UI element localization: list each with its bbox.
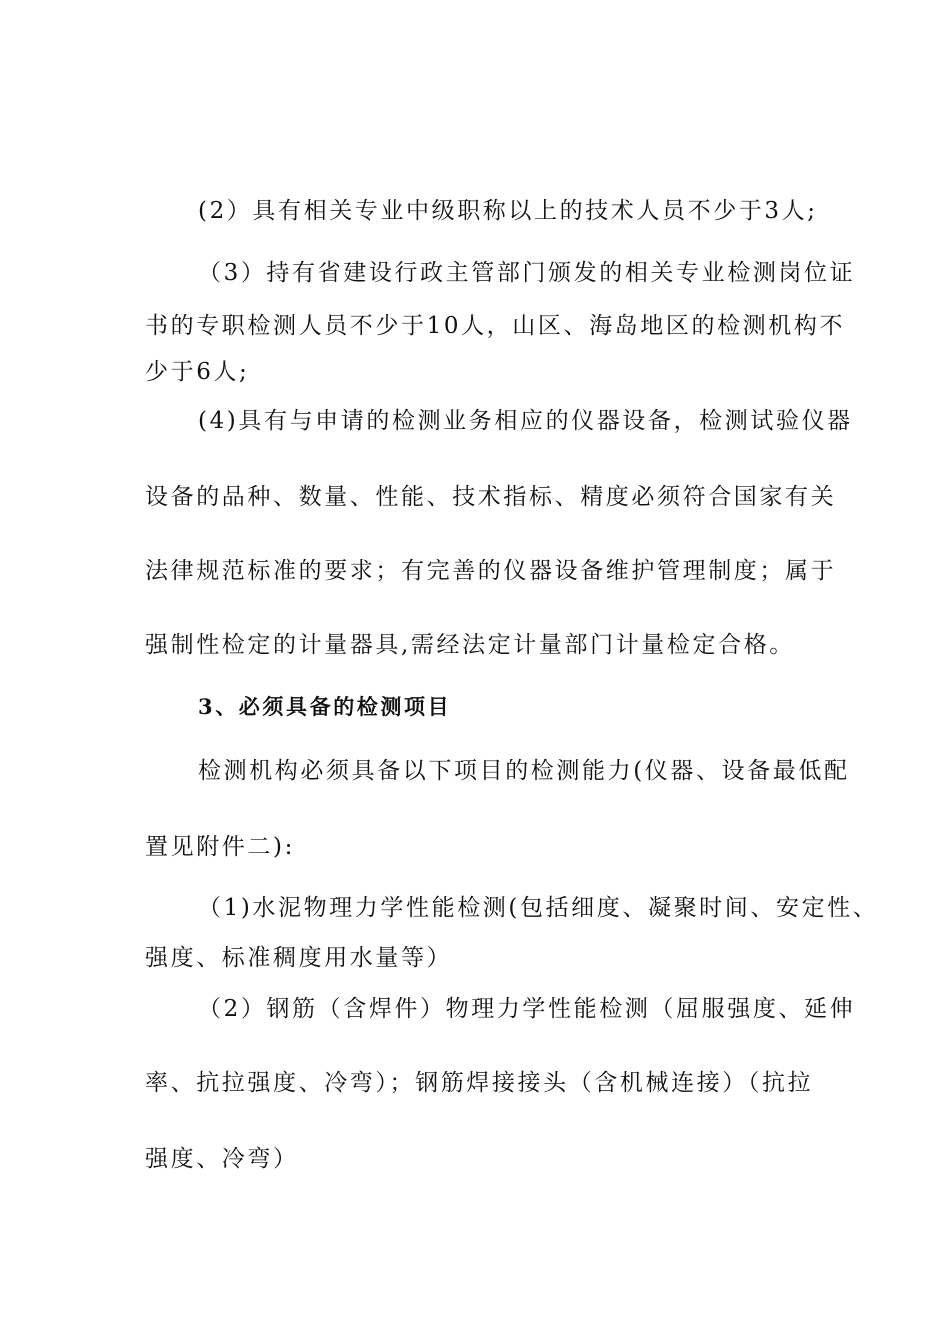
paragraph-line-5: (4)具有与申请的检测业务相应的仪器设备，检测试验仪器	[198, 408, 853, 434]
section-heading: 3、必须具备的检测项目	[198, 694, 452, 719]
paragraph-line-2: （3）持有省建设行政主管部门颁发的相关专业检测岗位证	[198, 260, 856, 286]
paragraph-line-16: 强度、冷弯）	[145, 1146, 299, 1172]
paragraph-line-3: 书的专职检测人员不少于10人，山区、海岛地区的检测机构不	[145, 313, 846, 339]
paragraph-line-7: 法律规范标准的要求；有完善的仪器设备维护管理制度；属于	[145, 558, 837, 584]
paragraph-line-14: （2）钢筋（含焊件）物理力学性能检测（屈服强度、延伸	[198, 996, 856, 1022]
paragraph-line-6: 设备的品种、数量、性能、技术指标、精度必须符合国家有关	[145, 484, 837, 510]
paragraph-line-12: （1)水泥物理力学性能检测(包括细度、凝聚时间、安定性、	[198, 895, 879, 921]
paragraph-line-10: 检测机构必须具备以下项目的检测能力(仪器、设备最低配	[198, 758, 850, 784]
paragraph-line-8: 强制性检定的计量器具,需经法定计量部门计量检定合格。	[145, 632, 795, 658]
paragraph-line-11: 置见附件二):	[145, 834, 295, 860]
paragraph-line-1: (2）具有相关专业中级职称以上的技术人员不少于3人;	[198, 198, 818, 224]
paragraph-line-13: 强度、标准稠度用水量等）	[145, 945, 453, 971]
paragraph-line-4: 少于6人;	[145, 359, 250, 385]
paragraph-line-15: 率、抗拉强度、冷弯）；钢筋焊接接头（含机械连接）（抗拉	[145, 1070, 814, 1096]
